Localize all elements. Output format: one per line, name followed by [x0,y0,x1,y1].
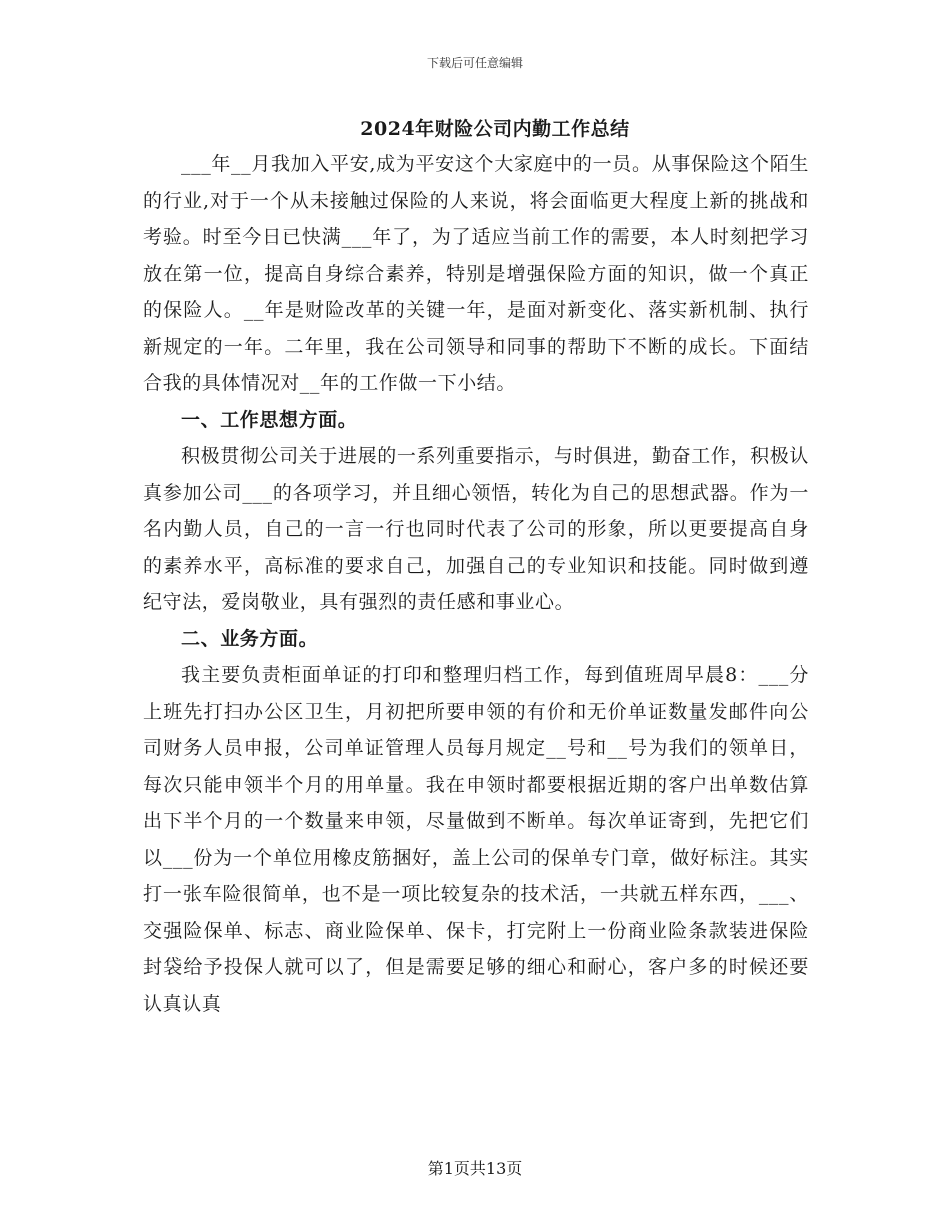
business-paragraph: 我主要负责柜面单证的打印和整理归档工作，每到值班周早晨8：___分上班先打扫办公区卫生，月初把所要申领的有价和无价单证数量发邮件向公司财务人员申报，公司单证管理人员每月规定__号和__号为我们的领单日，每次只能申领半个月的用单量。我在申领时都要根据近期的客户出单数估算出下半个月的一个数量来申领，尽量做到不断单。每次单证寄到，先把它们以___份为一个单位用橡皮筋捆好，盖上公司的保单专门章，做好标注。其实打一张车险很简单，也不是一项比较复杂的技术活，一共就五样东西，___、交强险保单、标志、商业险保单、保卡，打完附上一份商业险条款装进保险封袋给予投保人就可以了，但是需要足够的细心和耐心，客户多的时候还要认真认真 [143,664,809,1015]
document-title: 2024年财险公司内勤工作总结 [360,118,630,140]
section-heading-work-thought: 一、工作思想方面。 [181,408,358,431]
section-heading-business: 二、业务方面。 [181,627,319,650]
intro-paragraph: ___年__月我加入平安,成为平安这个大家庭中的一员。从事保险这个陌生的行业,对于一个从未接触过保险的人来说，将会面临更大程度上新的挑战和考验。时至今日已快满___年了，为了适应当前工作的需要，本人时刻把学习放在第一位，提高自身综合素养，特别是增强保险方面的知识，做一个真正的保险人。__年是财险改革的关键一年，是面对新变化、落实新机制、执行新规定的一年。二年里，我在公司领导和同事的帮助下不断的成长。下面结合我的具体情况对__年的工作做一下小结。 [143,153,809,394]
work-thought-paragraph: 积极贯彻公司关于进展的一系列重要指示，与时俱进，勤奋工作，积极认真参加公司___的各项学习，并且细心领悟，转化为自己的思想武器。作为一名内勤人员，自己的一言一行也同时代表了公司的形象，所以更要提高自身的素养水平，高标准的要求自己，加强自己的专业知识和技能。同时做到遵纪守法，爱岗敬业，具有强烈的责任感和事业心。 [143,445,809,613]
page-header-note: 下载后可任意编辑 [426,56,523,70]
document-body [143,146,809,1022]
page-footer-number: 第1页共13页 [427,1159,523,1178]
